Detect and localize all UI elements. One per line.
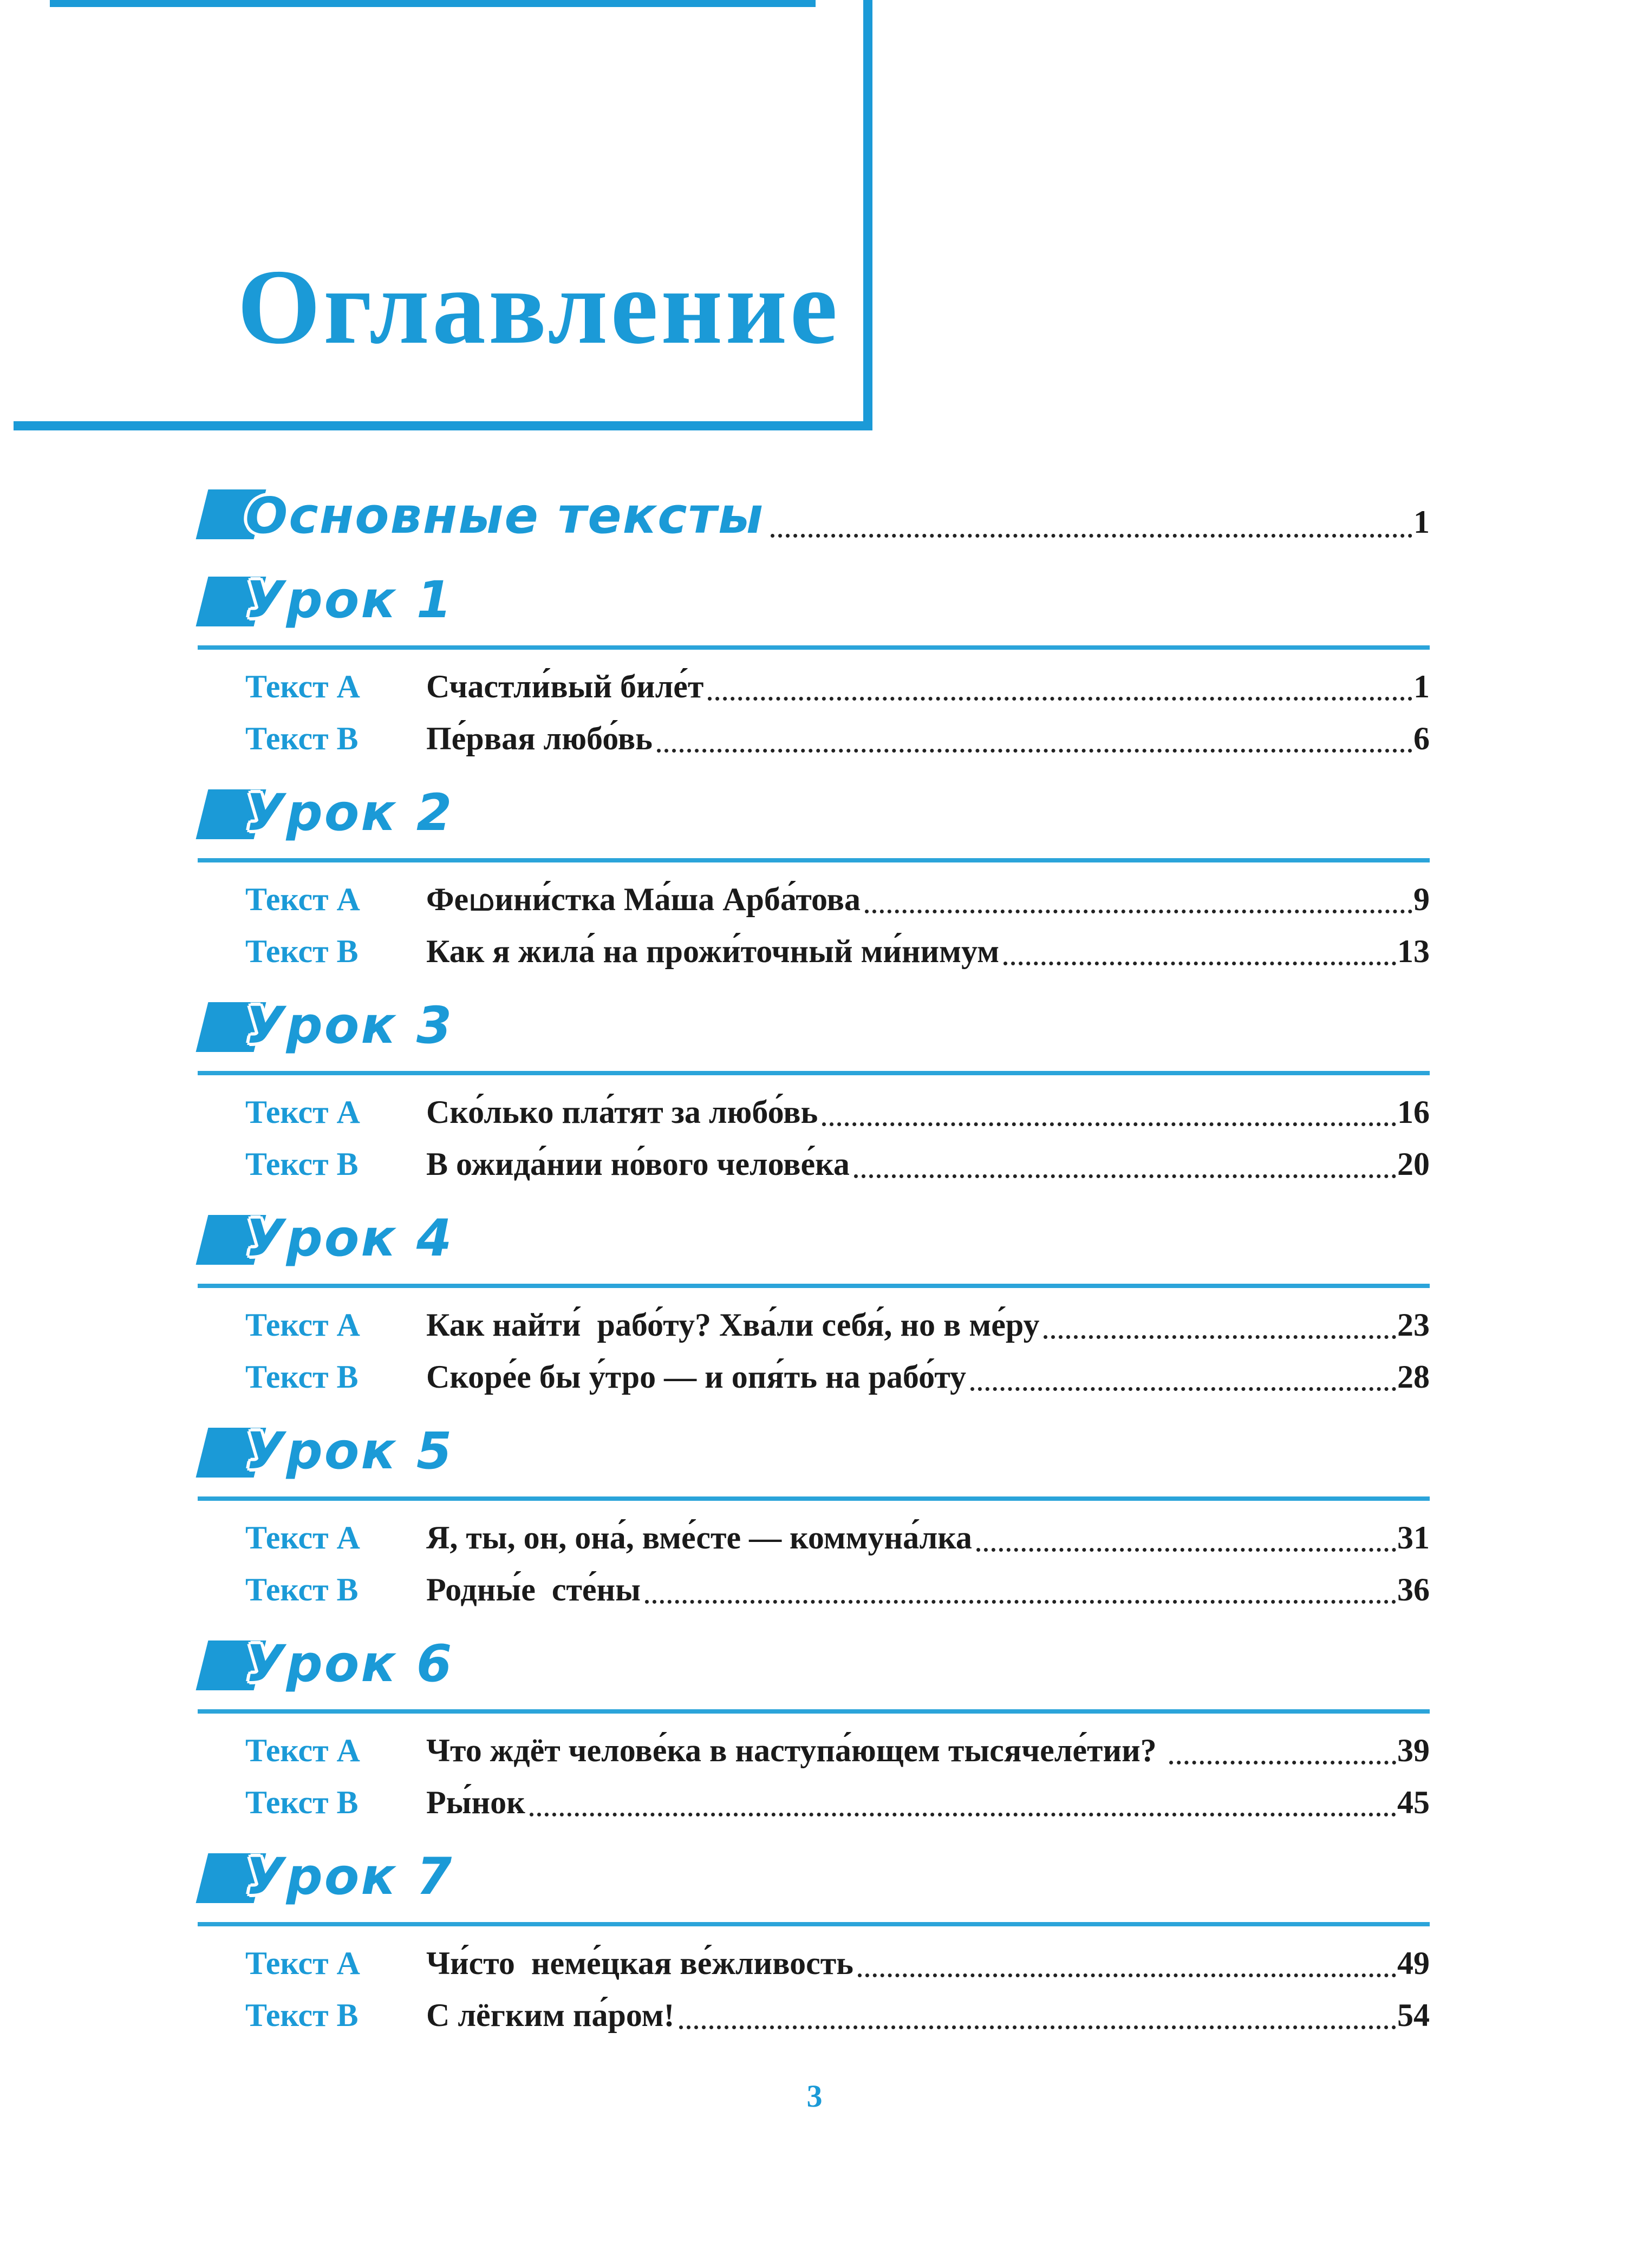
lesson-rows [245, 1512, 1430, 1616]
lesson-rows [245, 873, 1430, 977]
row-label: Текст В [245, 721, 359, 756]
row-leader-dots [708, 697, 1412, 701]
toc-row [245, 1564, 1430, 1616]
lesson-underline [198, 1071, 1430, 1075]
row-leader-dots [679, 2025, 1396, 2029]
toc-row [245, 1937, 1430, 1989]
toc-row [245, 1138, 1430, 1190]
row-label: Текст В [245, 1997, 359, 2033]
row-title: Родны́е сте́ны [426, 1572, 641, 1607]
lesson-title: Урок 1 [245, 571, 454, 630]
toc-row [245, 661, 1430, 713]
toc-row [245, 1351, 1430, 1403]
lesson-heading [245, 1637, 1430, 1714]
row-leader-dots [976, 1548, 1396, 1552]
frame-vertical-bar [863, 0, 872, 430]
row-page-number: 45 [1397, 1785, 1430, 1820]
toc-row [245, 1724, 1430, 1776]
row-leader-dots [1044, 1335, 1396, 1339]
lesson-rows [245, 1299, 1430, 1403]
row-leader-dots [1004, 962, 1396, 965]
title-rule [14, 421, 872, 430]
row-page-number: 23 [1397, 1307, 1430, 1343]
lesson-heading [245, 783, 1430, 862]
row-leader-dots [858, 1973, 1396, 1977]
toc-row [245, 1086, 1430, 1138]
lesson-title: Урок 2 [245, 783, 454, 842]
row-page-number: 20 [1397, 1146, 1430, 1182]
toc-row [245, 1989, 1430, 2041]
table-of-contents [245, 486, 1430, 2041]
toc-row [245, 873, 1430, 925]
lesson-heading [245, 996, 1430, 1075]
lesson-heading [245, 1847, 1430, 1926]
page-title: Оглавление [237, 247, 840, 366]
row-label: Текст В [245, 1146, 359, 1182]
lesson-title: Урок 7 [245, 1847, 454, 1906]
row-title: Чи́сто неме́цкая ве́жливость [426, 1945, 853, 1981]
row-title: Ско́лько пла́тят за любо́вь [426, 1094, 818, 1130]
row-page-number: 31 [1397, 1520, 1430, 1555]
row-leader-dots [1169, 1761, 1396, 1764]
lesson-rows [245, 1086, 1430, 1190]
toc-row [245, 1776, 1430, 1828]
row-title: Феமини́стка Ма́ша Арба́това [426, 881, 861, 917]
row-title: Как найти́ рабо́ту? Хва́ли себя́, но в ме́ру [426, 1307, 1040, 1343]
row-leader-dots [865, 910, 1412, 913]
row-title: С лёгким па́ром! [426, 1997, 675, 2033]
lesson-heading [245, 1424, 1430, 1501]
lesson-section [245, 1424, 1430, 1616]
row-page-number: 49 [1397, 1945, 1430, 1981]
row-label: Текст А [245, 1094, 360, 1130]
row-label: Текст А [245, 1307, 360, 1343]
row-page-number: 36 [1397, 1572, 1430, 1607]
row-label: Текст А [245, 1520, 360, 1555]
lesson-title: Урок 5 [245, 1422, 454, 1481]
row-page-number: 1 [1413, 669, 1430, 704]
footer-page-number: 3 [806, 2079, 823, 2114]
lesson-underline [198, 645, 1430, 650]
row-page-number: 54 [1397, 1997, 1430, 2033]
row-title: Что ждёт челове́ка в наступа́ющем тысячеле́тии? [426, 1733, 1165, 1768]
lesson-underline [198, 1922, 1430, 1926]
row-leader-dots [822, 1122, 1396, 1126]
row-label: Текст В [245, 1572, 359, 1607]
lesson-title: Урок 3 [245, 996, 454, 1055]
row-leader-dots [530, 1813, 1396, 1816]
toc-row [245, 1512, 1430, 1564]
lesson-title: Урок 6 [245, 1635, 454, 1694]
row-page-number: 28 [1397, 1359, 1430, 1395]
row-leader-dots [970, 1387, 1396, 1391]
row-title: Счастли́вый биле́т [426, 669, 704, 704]
frame-top-bar [50, 0, 816, 7]
lesson-title: Урок 4 [245, 1209, 454, 1268]
lesson-section [245, 783, 1430, 977]
row-leader-dots [854, 1174, 1396, 1178]
row-title: Скоре́е бы у́тро — и опя́ть на рабо́ту [426, 1359, 967, 1395]
lesson-section [245, 1847, 1430, 2041]
intro-heading-row [245, 486, 1430, 552]
lesson-underline [198, 1496, 1430, 1501]
lesson-heading [245, 1209, 1430, 1288]
lesson-heading [245, 573, 1430, 650]
lesson-section [245, 573, 1430, 764]
lesson-section [245, 1209, 1430, 1403]
row-leader-dots [645, 1600, 1396, 1604]
row-label: Текст А [245, 1945, 360, 1981]
lesson-underline [198, 858, 1430, 862]
lesson-rows [245, 1937, 1430, 2041]
lesson-underline [198, 1709, 1430, 1714]
toc-row [245, 1299, 1430, 1351]
lesson-underline [198, 1284, 1430, 1288]
row-label: Текст В [245, 933, 359, 969]
lesson-section [245, 1637, 1430, 1828]
row-title: В ожида́нии но́вого челове́ка [426, 1146, 850, 1182]
row-page-number: 16 [1397, 1094, 1430, 1130]
row-title: Как я жила́ на прожи́точный ми́нимум [426, 933, 1000, 969]
lesson-section [245, 996, 1430, 1190]
row-label: Текст В [245, 1785, 359, 1820]
intro-leader-dots [771, 534, 1412, 538]
row-label: Текст В [245, 1359, 359, 1395]
intro-page-number: 1 [1413, 504, 1430, 540]
row-page-number: 13 [1397, 933, 1430, 969]
row-page-number: 39 [1397, 1733, 1430, 1768]
row-label: Текст А [245, 1733, 360, 1768]
intro-label: Основные тексты [245, 487, 765, 545]
lesson-rows [245, 661, 1430, 764]
row-title: Ры́нок [426, 1785, 525, 1820]
row-page-number: 6 [1413, 721, 1430, 756]
row-title: Я, ты, он, она́, вме́сте — коммуна́лка [426, 1520, 972, 1555]
row-title: Пе́рвая любо́вь [426, 721, 653, 756]
toc-row [245, 925, 1430, 977]
row-label: Текст А [245, 881, 360, 917]
row-label: Текст А [245, 669, 360, 704]
row-page-number: 9 [1413, 881, 1430, 917]
toc-row [245, 713, 1430, 764]
lesson-rows [245, 1724, 1430, 1828]
row-leader-dots [657, 749, 1412, 753]
